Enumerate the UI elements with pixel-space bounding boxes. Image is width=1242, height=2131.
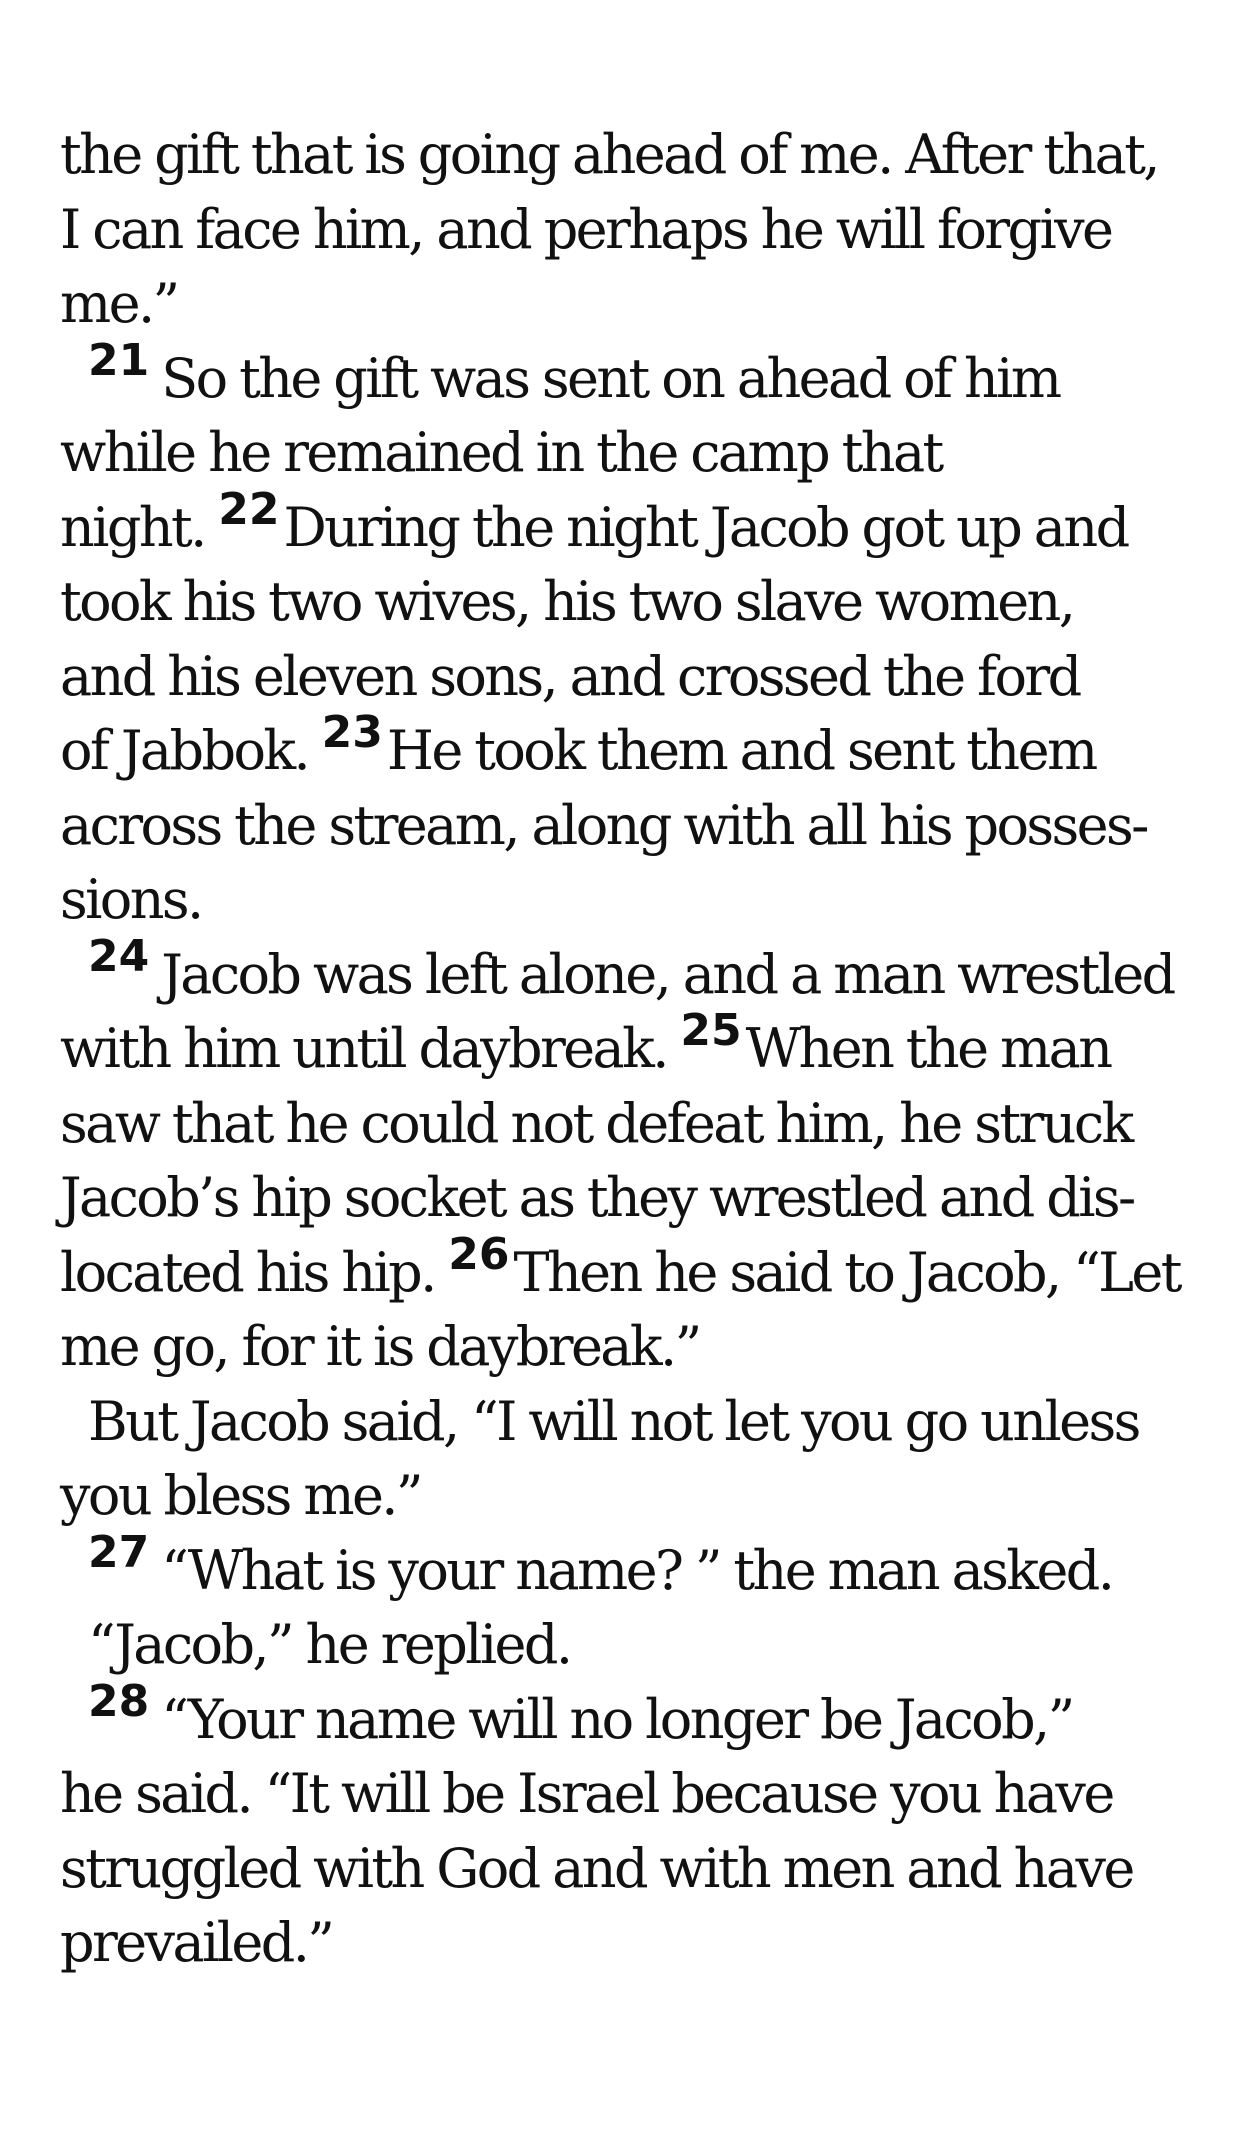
- line-text: took his two wives, his two slave women,: [60, 570, 1074, 633]
- passage-text: [60, 118, 1200, 1981]
- line-text: me go, for it is daybreak.”: [60, 1315, 700, 1378]
- text-line: [60, 640, 1200, 715]
- text-line: [60, 267, 1200, 342]
- line-text: across the stream, along with all his posses-: [60, 793, 1147, 857]
- line-text: “What is your name? ” the man asked.: [161, 1538, 1113, 1602]
- line-text: I can face him, and perhaps he will forgive: [60, 197, 1112, 261]
- verse-line: [60, 930, 1200, 1013]
- text-line: [60, 118, 1200, 193]
- text-line: [60, 1228, 1200, 1311]
- line-text: he said. “It will be Israel because you have: [60, 1762, 1113, 1825]
- line-text: of Jabbok.: [60, 719, 309, 782]
- line-text: and his eleven sons, and crossed the ford: [60, 644, 1080, 708]
- line-text: while he remained in the camp that: [60, 421, 942, 484]
- text-line: [60, 1005, 1200, 1087]
- text-line: [60, 789, 1200, 864]
- verse-number: 24: [88, 930, 150, 982]
- verse-number: 28: [88, 1675, 150, 1727]
- line-text: saw that he could not defeat him, he struck: [60, 1091, 1132, 1155]
- text-line: [60, 1608, 1200, 1683]
- line-text: you bless me.”: [60, 1464, 421, 1527]
- verse-line: [60, 1526, 1200, 1609]
- line-text: “Your name will no longer be Jacob,”: [161, 1687, 1073, 1751]
- line-text: He took them and sent them: [386, 719, 1096, 782]
- line-text: located his hip.: [60, 1240, 435, 1304]
- line-text: Then he said to Jacob, “Let: [513, 1240, 1180, 1304]
- line-text: During the night Jacob got up and: [283, 495, 1128, 559]
- verse-number: 23: [321, 707, 383, 758]
- line-text: the gift that is going ahead of me. After that,: [60, 123, 1158, 186]
- verse-line: [60, 334, 1200, 417]
- line-text: struggled with God and with men and have: [60, 1836, 1133, 1900]
- line-text: Jacob was left alone, and a man wrestled: [161, 942, 1174, 1006]
- line-text: with him until daybreak.: [60, 1017, 667, 1080]
- text-line: [60, 1161, 1200, 1236]
- line-text: “Jacob,” he replied.: [88, 1613, 571, 1676]
- verse-line: [60, 1675, 1200, 1758]
- verse-number: 21: [88, 334, 150, 386]
- line-text: me.”: [60, 272, 178, 335]
- verse-number: 22: [218, 483, 280, 535]
- line-text: When the man: [745, 1017, 1111, 1080]
- text-line: [60, 193, 1200, 268]
- line-text: sions.: [60, 868, 202, 931]
- line-text: prevailed.”: [60, 1911, 333, 1974]
- text-line: [60, 863, 1200, 938]
- text-line: [60, 1906, 1200, 1981]
- line-text: night.: [60, 495, 205, 559]
- text-line: [60, 483, 1200, 566]
- text-line: [60, 1832, 1200, 1907]
- text-line: [60, 416, 1200, 491]
- text-line: [60, 565, 1200, 640]
- text-line: [60, 1310, 1200, 1385]
- text-line: [60, 1757, 1200, 1832]
- text-line: [60, 1087, 1200, 1162]
- verse-number: 25: [680, 1005, 742, 1056]
- line-text: So the gift was sent on ahead of him: [161, 346, 1060, 410]
- line-text: Jacob’s hip socket as they wrestled and dis-: [60, 1166, 1134, 1229]
- verse-number: 27: [88, 1526, 150, 1578]
- text-line: [60, 1385, 1200, 1460]
- line-text: But Jacob said, “I will not let you go unless: [88, 1389, 1139, 1453]
- verse-number: 26: [448, 1228, 510, 1280]
- text-line: [60, 1459, 1200, 1534]
- text-line: [60, 707, 1200, 789]
